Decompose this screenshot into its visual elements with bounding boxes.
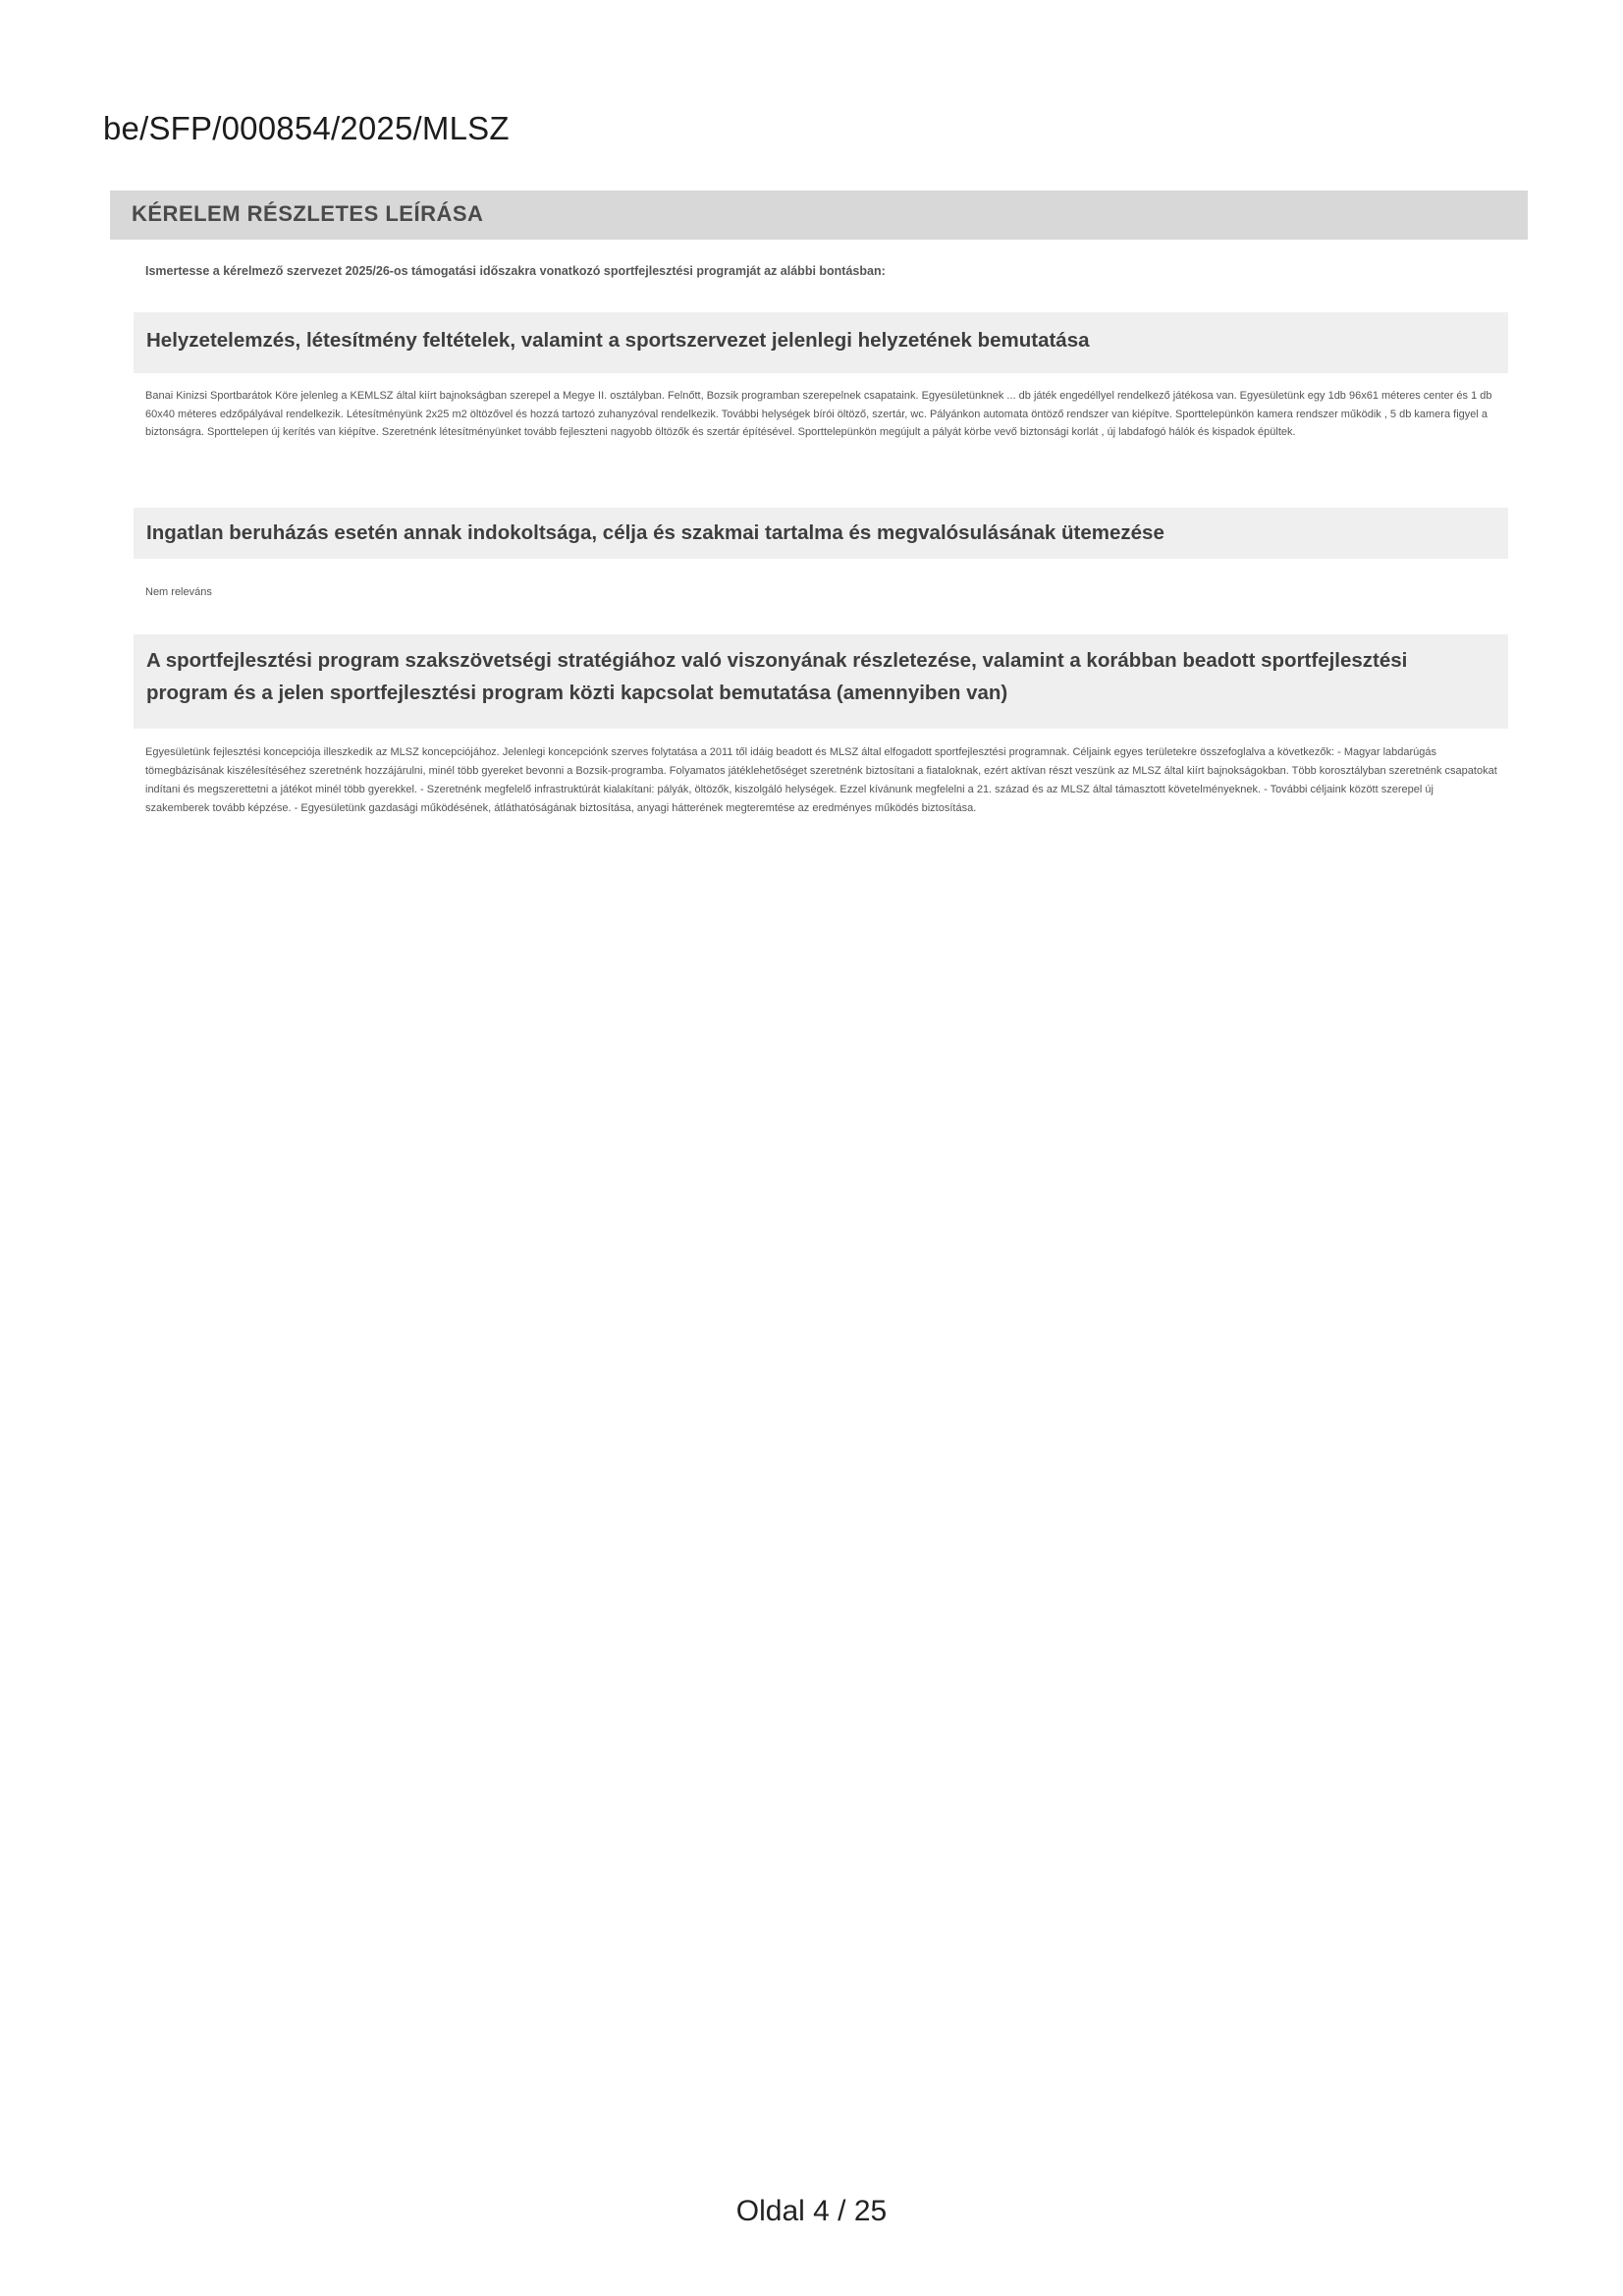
- section-body-3: Egyesületünk fejlesztési koncepciója illeszkedik az MLSZ koncepciójához. Jelenlegi koncepciónk szerves folytatása a 2011 től idáig beadott és MLSZ által elfogadott sportfejlesztési programnak. Céljaink egyes területekre összefoglalva a következők: - Magyar labdarúgás tömegbázisának kiszélesítéséhez szeretnénk hozzájárulni, minél több gyereket bevonni a Bozsik-programba. Folyamatos játéklehetőséget szeretnénk biztosítani a fiataloknak, ezért aktívan részt veszünk az MLSZ által kiírt bajnokságokban. Több korosztályban szeretnénk csapatokat indítani és megszerettetni a játékot minél több gyerekkel. - Szeretnénk megfelelő infrastruktúrát kialakítani: pályák, öltözők, kiszolgáló helységek. Ezzel kívánunk megfelelni a 21. század és az MLSZ által támasztott követelményeknek. - További céljaink között szerepel új szakemberek tovább képzése. - Egyesületünk gazdasági működésének, átláthatóságának biztosítása, anyagi hátterének megteremtése az eredményes működés biztosítása.: [145, 746, 1497, 814]
- section-heading-banner-1: [134, 312, 1508, 373]
- intro-text: Ismertesse a kérelmező szervezet 2025/26-os támogatási időszakra vonatkozó sportfejlesztési programját az alábbi bontásban:: [145, 264, 886, 278]
- section-heading-banner-3: [134, 634, 1508, 729]
- section-body-1: Banai Kinizsi Sportbarátok Köre jelenleg a KEMLSZ által kiírt bajnokságban szerepel a Megye II. osztályban. Felnőtt, Bozsik programban szerepelnek csapataink. Egyesületünknek ... db játék engedéllyel rendelkező játékosa van. Egyesületünk egy 1db 96x61 méteres center és 1 db 60x40 méteres edzőpályával rendelkezik. Létesítményünk 2x25 m2 öltözővel és hozzá tartozó zuhanyzóval rendelkezik. További helységek bírói öltöző, szertár, wc. Pályánkon automata öntöző rendszer van kiépítve. Sporttelepünkön kamera rendszer működik , 5 db kamera figyel a biztonságra. Sporttelepen új kerítés van kiépítve. Szeretnénk létesítményünket tovább fejleszteni nagyobb öltözők és szertár építésével. Sporttelepünkön megújult a pályát körbe vevő biztonsági korlát , új labdafogó hálók és kispadok épültek.: [145, 390, 1492, 438]
- section-heading-banner-2: [134, 508, 1508, 559]
- document-id: be/SFP/000854/2025/MLSZ: [103, 110, 510, 146]
- section-title-banner: [110, 191, 1528, 240]
- section-heading-2: Ingatlan beruházás esetén annak indokoltsága, célja és szakmai tartalma és megvalósulásának ütemezése: [146, 521, 1164, 544]
- section-title: KÉRELEM RÉSZLETES LEÍRÁSA: [132, 201, 484, 226]
- section-body-2: Nem releváns: [145, 586, 212, 598]
- section-heading-3: A sportfejlesztési program szakszövetségi stratégiához való viszonyának részletezése, valamint a korábban beadott sportfejlesztési program és a jelen sportfejlesztési program közti kapcsolat bemutatása (amennyiben van): [146, 649, 1408, 704]
- section-heading-1: Helyzetelemzés, létesítmény feltételek, valamint a sportszervezet jelenlegi helyzetének bemutatása: [146, 329, 1090, 352]
- page-number: Oldal 4 / 25: [735, 2195, 888, 2227]
